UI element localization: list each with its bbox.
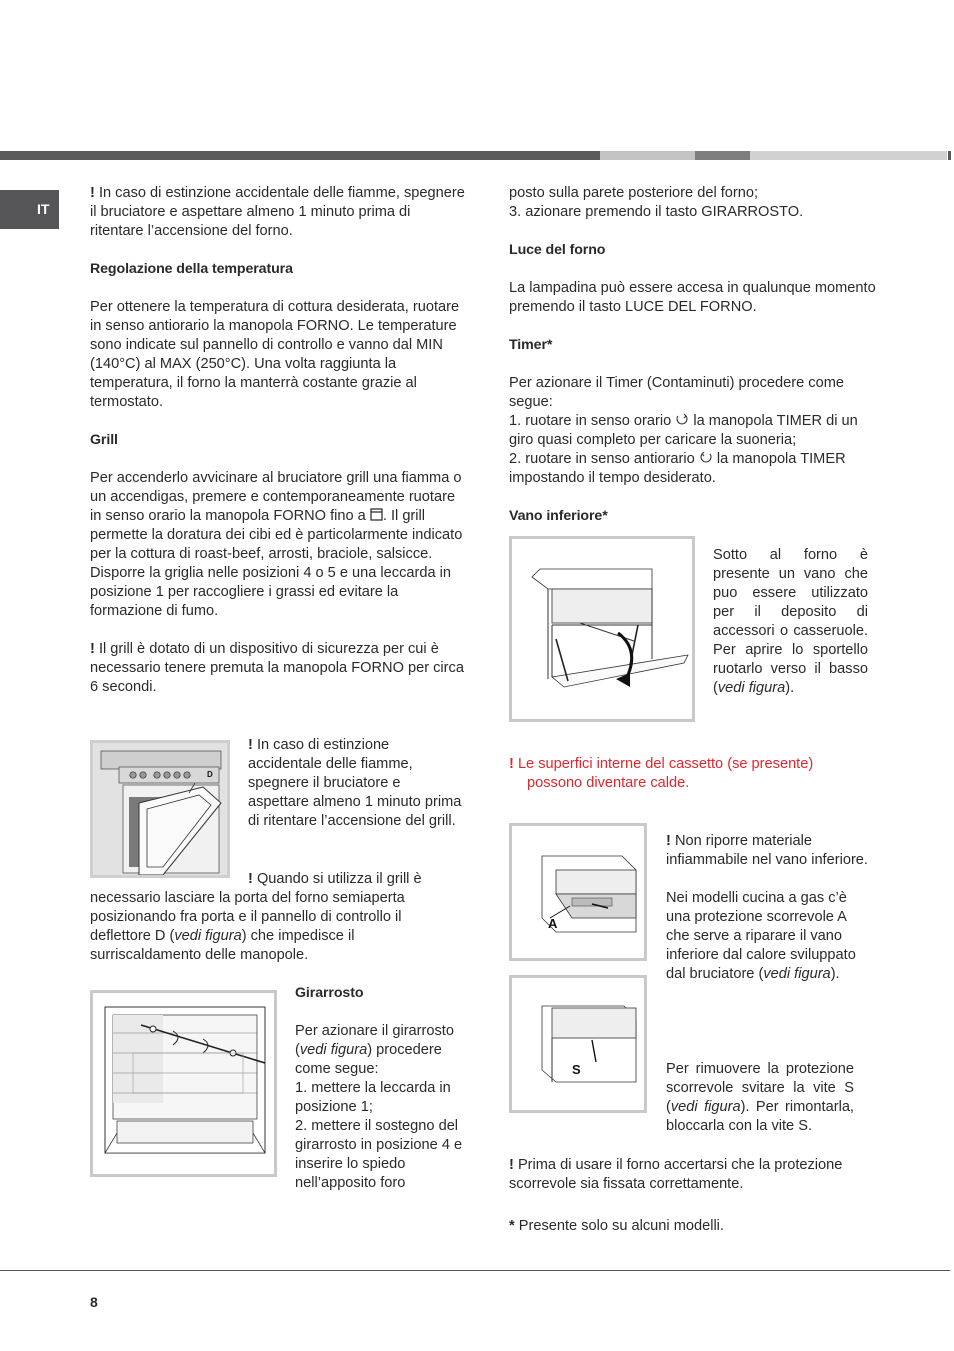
oven-deflector-illustration [93,743,227,875]
footnote: * Presente solo su alcuni modelli. [509,1218,724,1234]
header-bar-light-2 [750,151,947,160]
girarrosto-step-2: 2. mettere il sostegno del girarrosto in posizione 4 e inserire lo spiedo nell’apposito foro [295,1118,463,1191]
rotisserie-illustration [93,993,274,1174]
counterclockwise-icon [699,450,713,464]
language-tab-label: IT [37,201,50,217]
protezione-text: Nei modelli cucina a gas c’è una protezione scorrevole A che serve a riparare il vano inferiore dal calore sviluppato dal bruciatore (vedi figura). [666,890,856,982]
rimuovere-text: Per rimuovere la protezione scorrevole svitare la vite S (vedi figura). Per rimontarla, bloccarla con la vite S. [666,1061,854,1134]
left-column-top [90,184,465,697]
page-number: 8 [90,1294,98,1310]
fig-s-label: S [572,1062,581,1077]
figure-rotisserie [90,990,277,1177]
heading-vano: Vano inferiore* [509,508,608,524]
temperature-text: Per ottenere la temperatura di cottura desiderata, ruotare in senso antiorario la manopola FORNO. Le temperature sono indicate sul pannello di controllo e vanno dal MIN (140°C) al MAX (250°C). Una volta raggiunta la temperatura, il forno la manterrà costante grazie al termostato. [90,299,460,410]
heading-girarrosto: Girarrosto [295,985,364,1001]
lower-compartment-illustration [512,539,692,719]
grill-safety-text: ! Il grill è dotato di un dispositivo di sicurezza per cui è necessario tenere premuta la manopola FORNO per circa 6 secondi. [90,641,464,695]
header-bar-mid [695,151,750,160]
luce-text: La lampadina può essere accesa in qualunque momento premendo il tasto LUCE DEL FORNO. [509,280,876,315]
timer-step-1: 1. ruotare in senso orario la manopola TIMER di un giro quasi completo per caricare la suoneria; [509,413,858,448]
girarrosto-step-3: 3. azionare premendo il tasto GIRARROSTO. [509,204,804,220]
grill-text: Per accenderlo avvicinare al bruciatore grill una fiamma o un accendigas, premere e contemporaneamente ruotare in senso orario la manopola FORNO fino a . Il grill permette la doratura dei cibi ed è particolarmente indicato per la cottura di roast-beef, arrosti, braciole, salsicce. Disporre la griglia nelle posizioni 4 o 5 e una leccarda in posizione 1 per raccogliere i grassi ed evitare la formazione di fumo. [90,470,463,619]
protection-a-illustration [512,826,644,958]
language-tab [0,190,59,229]
flame-warning: ! In caso di estinzione accidentale delle fiamme, spegnere il bruciatore e aspettare almeno 1 minuto prima di ritentare l’accensione del forno. [90,185,465,239]
timer-intro: Per azionare il Timer (Contaminuti) procedere come segue: [509,375,844,410]
vano-text: Sotto al forno è presente un vano che puo essere utilizzato per il deposito di accessori o casseruole. Per aprire lo sportello ruotarlo verso il basso (vedi figura). [713,547,868,696]
figure-oven-deflector [90,740,230,878]
screw-s-illustration [512,978,644,1110]
hot-surface-warning: ! Le superfici interne del cassetto (se presente) possono diventare calde. [509,756,814,791]
right-column-top [509,184,884,526]
girarrosto-intro: Per azionare il girarrosto (vedi figura) procedere come segue: [295,1023,454,1077]
figure-protection-a [509,823,647,961]
grill-fire-warning: ! In caso di estinzione accidentale delle fiamme, spegnere il bruciatore e aspettare almeno 1 minuto prima di ritentare l’accensione del grill. [248,737,462,829]
heading-grill: Grill [90,432,118,448]
header-bar-light-1 [600,151,695,160]
grill-door-text: ! Quando si utilizza il grill è necessario lasciare la porta del forno semiaperta posizionando fra porta e il pannello di controllo il deflettore D (vedi figura) che impedisce il surriscaldamento delle manopole. [90,871,422,963]
figure-lower-compartment [509,536,695,722]
heading-timer: Timer* [509,337,553,353]
girarrosto-step-1: 1. mettere la leccarda in posizione 1; [295,1080,451,1115]
fig-a-label: A [548,916,558,931]
header-bar-end [948,151,951,160]
girarrosto-section [295,984,465,1193]
fig-d-label: D [207,770,213,779]
no-flammable-warning: ! Non riporre materiale infiammabile nel vano inferiore. Nei modelli cucina a gas c’è una protezione scorrevole A che serve a riparare il vano inferiore dal calore sviluppato dal bruciatore (vedi figura). [666,832,871,984]
girarrosto-continued: posto sulla parete posteriore del forno; [509,185,759,201]
heading-temperature: Regolazione della temperatura [90,261,293,277]
clockwise-icon [675,412,689,426]
header-bar-dark [0,151,600,160]
grill-symbol-icon [370,508,383,521]
figure-screw-s [509,975,647,1113]
prima-usare-warning: ! Prima di usare il forno accertarsi che la protezione scorrevole sia fissata correttamente. [509,1157,843,1192]
timer-step-2: 2. ruotare in senso antiorario la manopola TIMER impostando il tempo desiderato. [509,451,846,486]
footer-rule [0,1270,950,1271]
heading-luce: Luce del forno [509,242,606,258]
